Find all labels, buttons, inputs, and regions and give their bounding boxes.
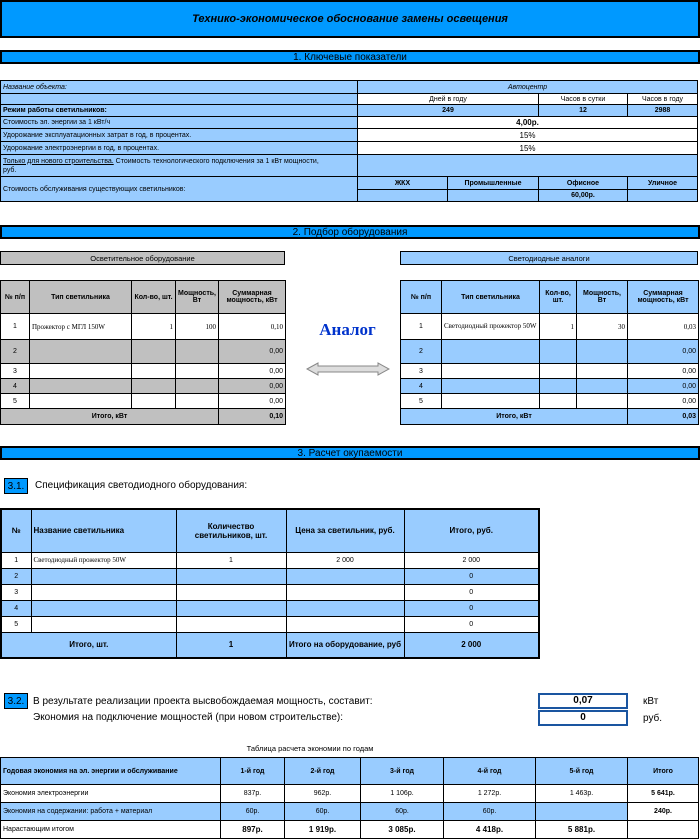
table-cell[interactable]: [448, 190, 539, 202]
table-cell: Итого, кВт: [1, 409, 219, 425]
table-cell[interactable]: [132, 364, 176, 379]
table-cell[interactable]: [176, 584, 286, 600]
energy-growth-value[interactable]: 15%: [358, 142, 698, 155]
table-cell: 0,00: [628, 340, 699, 364]
table-row: [1, 821, 699, 839]
table-cell[interactable]: [176, 394, 219, 409]
table-cell: Нарастающим итогом: [1, 821, 221, 839]
opex-value[interactable]: 15%: [358, 129, 698, 142]
table-cell: 2: [1, 340, 30, 364]
table-cell[interactable]: [31, 568, 176, 584]
table-cell: 0,00: [628, 394, 699, 409]
table-row: [1, 568, 539, 584]
table-cell: 897р.: [221, 821, 285, 839]
table-cell: 1 272р.: [444, 785, 536, 803]
table-cell: 4: [1, 379, 30, 394]
table-cell[interactable]: 1: [132, 314, 176, 340]
table-cell: 3: [401, 364, 442, 379]
table-cell: 0,00: [628, 379, 699, 394]
table-row: [1, 803, 699, 821]
table-row: [401, 364, 699, 379]
table-cell: 240р.: [628, 803, 699, 821]
table-cell[interactable]: [577, 379, 628, 394]
economy-table-title: Таблица расчета экономии по годам: [246, 744, 374, 753]
table-cell[interactable]: 2 000: [286, 552, 404, 568]
table-cell[interactable]: 1: [176, 552, 286, 568]
table-cell[interactable]: [577, 394, 628, 409]
table-cell: Тип светильника: [30, 281, 132, 314]
table-row: [1, 409, 286, 425]
table-cell[interactable]: [286, 568, 404, 584]
table-cell: 1 919р.: [285, 821, 361, 839]
table-row: [1, 142, 698, 155]
table-cell: Часов в сутки: [539, 94, 628, 105]
current-equipment-table: [0, 280, 286, 425]
table-cell[interactable]: [30, 379, 132, 394]
table-cell: 0,00: [219, 364, 286, 379]
table-cell[interactable]: [540, 364, 577, 379]
analog-label: Аналог: [319, 320, 376, 339]
table-cell[interactable]: [540, 379, 577, 394]
table-cell: 4: [1, 600, 31, 616]
table-cell: 0: [404, 568, 539, 584]
table-row: [1, 281, 286, 314]
table-cell[interactable]: 100: [176, 314, 219, 340]
table-cell: Стоимость эл. энергии за 1 кВт/ч: [1, 117, 358, 129]
key-indicators-table: [0, 80, 698, 202]
table-row: [401, 281, 699, 314]
table-cell: 1 463р.: [536, 785, 628, 803]
table-cell: 837р.: [221, 785, 285, 803]
table-cell[interactable]: Светодиодный прожектор 50W: [31, 552, 176, 568]
table-cell: Удорожание эксплуатационных затрат в год, в процентах.: [1, 129, 358, 142]
table-row: [401, 340, 699, 364]
table-cell: 5 641р.: [628, 785, 699, 803]
table-cell: 5-й год: [536, 758, 628, 785]
table-cell[interactable]: [132, 340, 176, 364]
table-cell: Уличное: [628, 177, 698, 190]
table-cell: Режим работы светильников:: [1, 105, 358, 117]
table-cell: 4 418р.: [444, 821, 536, 839]
table-cell: Экономия электроэнергии: [1, 785, 221, 803]
hours-value[interactable]: 12: [539, 105, 628, 117]
table-cell: 3: [1, 584, 31, 600]
table-cell: Итого, руб.: [404, 509, 539, 552]
left-caption: Осветительное оборудование: [0, 251, 285, 265]
table-cell: Экономия на содержании: работа + материал: [1, 803, 221, 821]
table-cell[interactable]: [540, 340, 577, 364]
table-cell[interactable]: [286, 616, 404, 632]
table-cell: Годовая экономия на эл. энергии и обслуживание: [1, 758, 221, 785]
table-cell: №: [1, 509, 31, 552]
connection-savings-label: Экономия на подключение мощностей (при новом строительстве):: [33, 712, 344, 723]
days-value[interactable]: 249: [358, 105, 539, 117]
object-label: Название объекта:: [1, 81, 358, 94]
table-cell[interactable]: [132, 394, 176, 409]
table-cell: Мощность, Вт: [176, 281, 219, 314]
table-cell[interactable]: [577, 364, 628, 379]
title-bar: [0, 0, 700, 38]
table-cell[interactable]: 1: [540, 314, 577, 340]
subsection-3-2-num: 3.2.: [4, 693, 28, 709]
table-cell: [628, 821, 699, 839]
table-cell: 0,10: [219, 314, 286, 340]
table-cell: Тип светильника: [442, 281, 540, 314]
table-cell: 962р.: [285, 785, 361, 803]
table-cell: Кол-во, шт.: [540, 281, 577, 314]
table-cell[interactable]: Прожектор с МГЛ 150W: [30, 314, 132, 340]
table-row: [1, 584, 539, 600]
hours-year-value: 2988: [628, 105, 698, 117]
subsection-3-1-title: Спецификация светодиодного оборудования:: [35, 480, 248, 491]
new-build-value[interactable]: [358, 155, 698, 177]
released-power-label: В результате реализации проекта высвобождаемая мощность, составит:: [33, 696, 373, 707]
table-cell: 1: [401, 314, 442, 340]
table-cell[interactable]: [286, 584, 404, 600]
table-cell: 60р.: [361, 803, 444, 821]
table-cell: 1 106р.: [361, 785, 444, 803]
table-cell[interactable]: [30, 340, 132, 364]
table-cell: Суммарная мощность, кВт: [628, 281, 699, 314]
table-cell[interactable]: 30: [577, 314, 628, 340]
table-row: [1, 117, 698, 129]
service-value[interactable]: 60,00р.: [539, 190, 628, 202]
table-cell[interactable]: [176, 364, 219, 379]
table-cell[interactable]: [132, 379, 176, 394]
table-cell: 0,03: [628, 314, 699, 340]
table-row: [1, 552, 539, 568]
section-2-header: 2. Подбор оборудования: [0, 225, 700, 239]
table-cell[interactable]: [31, 600, 176, 616]
table-row: [401, 379, 699, 394]
right-caption: Светодиодные аналоги: [400, 251, 698, 265]
table-cell: Суммарная мощность, кВт: [219, 281, 286, 314]
table-cell[interactable]: [176, 340, 219, 364]
table-cell: Часов в году: [628, 94, 698, 105]
table-cell: Итого на оборудование, руб: [286, 632, 404, 658]
connection-savings-value: 0: [538, 710, 628, 726]
table-row: [1, 509, 539, 552]
table-cell: Кол-во, шт.: [132, 281, 176, 314]
table-row: [1, 632, 539, 658]
page-title: Технико-экономическое обоснование замены освещения: [192, 13, 508, 25]
table-row: [1, 616, 539, 632]
table-cell[interactable]: Светодиодный прожектор 50W: [442, 314, 540, 340]
table-row: [1, 81, 698, 94]
table-cell[interactable]: [176, 600, 286, 616]
section-1-header: 1. Ключевые показатели: [0, 50, 700, 64]
table-row: [1, 177, 698, 190]
table-cell: [536, 803, 628, 821]
table-cell[interactable]: [442, 379, 540, 394]
table-row: [1, 364, 286, 379]
table-cell: 0: [404, 600, 539, 616]
table-cell: 2 000: [404, 552, 539, 568]
table-cell[interactable]: [540, 394, 577, 409]
table-cell: Промышленные: [448, 177, 539, 190]
table-row: [1, 105, 698, 117]
table-cell: 1: [1, 552, 31, 568]
table-cell: 0,00: [219, 394, 286, 409]
double-arrow-icon: [306, 362, 390, 376]
table-row: [1, 94, 698, 105]
spec-table: [0, 508, 540, 659]
table-cell: Стоимость обслуживания существующих светильников:: [1, 177, 358, 202]
table-cell[interactable]: [442, 364, 540, 379]
table-cell: Итого: [628, 758, 699, 785]
table-cell: Название светильника: [31, 509, 176, 552]
table-cell[interactable]: [31, 616, 176, 632]
table-cell: Только для нового строительства. Стоимость технологического подключения за 1 кВт мощности, руб.: [1, 155, 358, 177]
table-cell: 60р.: [444, 803, 536, 821]
table-cell: 5: [1, 616, 31, 632]
table-cell: 60р.: [221, 803, 285, 821]
subsection-3-1-num: 3.1.: [4, 478, 28, 494]
table-cell[interactable]: [442, 394, 540, 409]
table-cell[interactable]: [628, 190, 698, 202]
table-cell: 4: [401, 379, 442, 394]
table-row: [1, 129, 698, 142]
table-cell: 3-й год: [361, 758, 444, 785]
table-cell: 2-й год: [285, 758, 361, 785]
released-power-value: 0,07: [538, 693, 628, 709]
table-cell: 2: [1, 568, 31, 584]
table-cell: Цена за светильник, руб.: [286, 509, 404, 552]
table-cell: Мощность, Вт: [577, 281, 628, 314]
right-total: 0,03: [628, 409, 699, 425]
table-cell: 0,00: [628, 364, 699, 379]
table-cell[interactable]: [30, 394, 132, 409]
economy-table: [0, 757, 699, 839]
table-row: [401, 409, 699, 425]
led-equipment-table: [400, 280, 699, 425]
table-cell[interactable]: [31, 584, 176, 600]
table-cell: Дней в году: [358, 94, 539, 105]
table-cell: 1: [1, 314, 30, 340]
table-row: [1, 155, 698, 177]
table-cell: 0: [404, 584, 539, 600]
table-cell: 0,00: [219, 340, 286, 364]
table-row: [1, 600, 539, 616]
table-cell: 4-й год: [444, 758, 536, 785]
section-3-header: 3. Расчет окупаемости: [0, 446, 700, 460]
object-value[interactable]: Автоцентр: [358, 81, 698, 94]
table-cell: Итого, шт.: [1, 632, 176, 658]
left-total: 0,10: [219, 409, 286, 425]
table-row: [1, 314, 286, 340]
table-cell: № п/п: [1, 281, 30, 314]
table-cell: 2: [401, 340, 442, 364]
table-cell[interactable]: [176, 568, 286, 584]
table-cell: 0,00: [219, 379, 286, 394]
table-cell[interactable]: [30, 364, 132, 379]
table-cell: 0: [404, 616, 539, 632]
energy-cost-value[interactable]: 4,00р.: [358, 117, 698, 129]
table-cell: 3: [1, 364, 30, 379]
table-cell[interactable]: [442, 340, 540, 364]
table-cell: 5: [1, 394, 30, 409]
spec-total-qty: 1: [176, 632, 286, 658]
table-row: [1, 394, 286, 409]
table-cell: 5 881р.: [536, 821, 628, 839]
table-row: [401, 394, 699, 409]
table-cell: 3 085р.: [361, 821, 444, 839]
table-cell: Офисное: [539, 177, 628, 190]
table-cell: 5: [401, 394, 442, 409]
table-row: [401, 314, 699, 340]
table-cell[interactable]: [358, 190, 448, 202]
table-row: [1, 758, 699, 785]
table-cell[interactable]: [577, 340, 628, 364]
table-cell: 60р.: [285, 803, 361, 821]
table-cell[interactable]: [176, 616, 286, 632]
table-row: [1, 379, 286, 394]
table-cell: ЖКХ: [358, 177, 448, 190]
table-cell: 1-й год: [221, 758, 285, 785]
table-cell: [1, 94, 358, 105]
table-cell[interactable]: [286, 600, 404, 616]
table-cell: Количество светильников, шт.: [176, 509, 286, 552]
table-cell: № п/п: [401, 281, 442, 314]
table-cell: Удорожание электроэнергии в год, в процентах.: [1, 142, 358, 155]
table-cell[interactable]: [176, 379, 219, 394]
spec-total-sum: 2 000: [404, 632, 539, 658]
table-row: [1, 785, 699, 803]
table-row: [1, 340, 286, 364]
table-cell: Итого, кВт: [401, 409, 628, 425]
